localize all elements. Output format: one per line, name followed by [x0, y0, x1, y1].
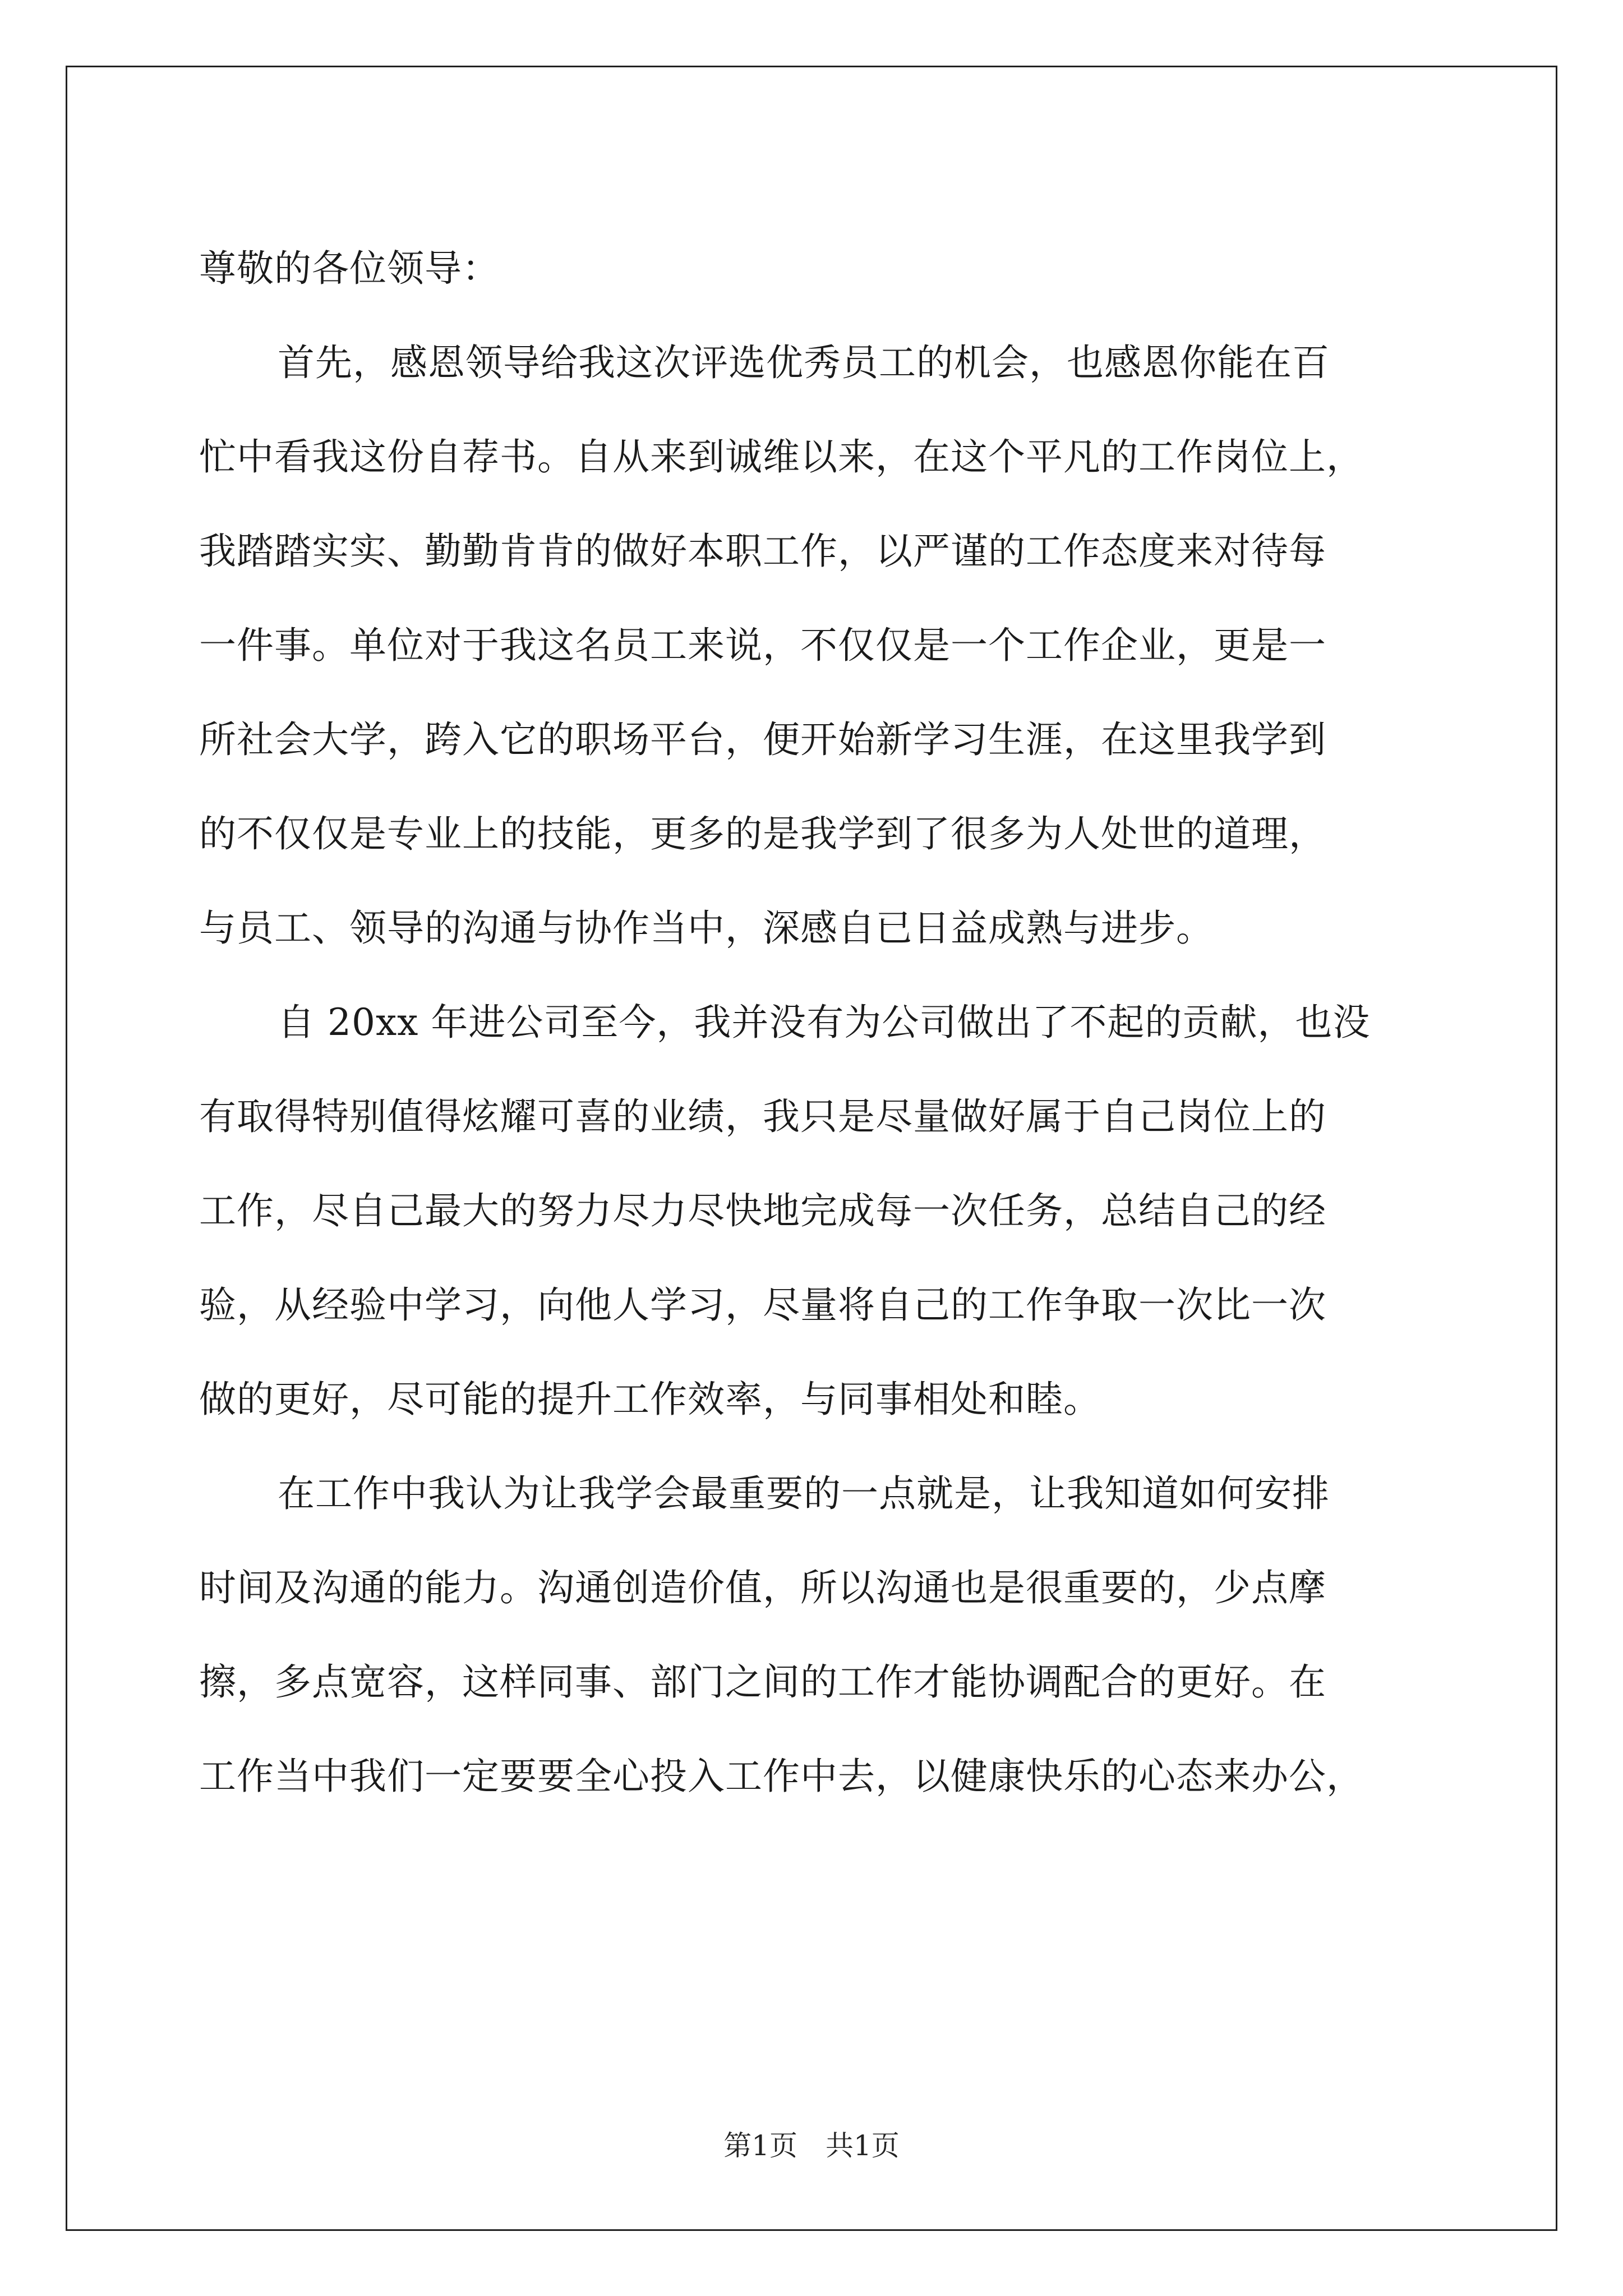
- text-line: 工作，尽自己最大的努力尽力尽快地完成每一次任务，总结自己的经: [199, 1189, 1326, 1232]
- text-line: 时间及沟通的能力。沟通创造价值，所以沟通也是很重要的，少点摩: [199, 1566, 1326, 1609]
- text-line: 的不仅仅是专业上的技能，更多的是我学到了很多为人处世的道理，: [199, 812, 1326, 855]
- text-line: 所社会大学，跨入它的职场平台，便开始新学习生涯，在这里我学到: [199, 718, 1326, 761]
- text-line: 有取得特别值得炫耀可喜的业绩，我只是尽量做好属于自己岗位上的: [199, 1095, 1326, 1138]
- text-line: 工作当中我们一定要要全心投入工作中去，以健康快乐的心态来办公，: [199, 1755, 1364, 1798]
- text-line: 首先，感恩领导给我这次评选优秀员工的机会，也感恩你能在百: [278, 341, 1330, 384]
- text-line: 一件事。单位对于我这名员工来说，不仅仅是一个工作企业，更是一: [199, 624, 1326, 667]
- text-line: 做的更好，尽可能的提升工作效率，与同事相处和睦。: [199, 1378, 1101, 1421]
- document-body: [199, 222, 1427, 1824]
- text-line: 忙中看我这份自荐书。自从来到诚维以来，在这个平凡的工作岗位上，: [199, 435, 1364, 478]
- text-line: 与员工、领导的沟通与协作当中，深感自已日益成熟与进步。: [199, 907, 1214, 950]
- text-line: 擦，多点宽容，这样同事、部门之间的工作才能协调配合的更好。在: [199, 1660, 1326, 1704]
- text-line: 自 20xx 年进公司至今，我并没有为公司做出了不起的贡献，也没: [278, 1001, 1371, 1044]
- text-line: 我踏踏实实、勤勤肯肯的做好本职工作，以严谨的工作态度来对待每: [199, 530, 1326, 573]
- salutation: 尊敬的各位领导：: [199, 247, 500, 290]
- text-line: 验，从经验中学习，向他人学习，尽量将自己的工作争取一次比一次: [199, 1283, 1326, 1327]
- text-line: 在工作中我认为让我学会最重要的一点就是，让我知道如何安排: [278, 1472, 1330, 1515]
- page-number-footer: 第1页 共1页: [723, 2129, 900, 2162]
